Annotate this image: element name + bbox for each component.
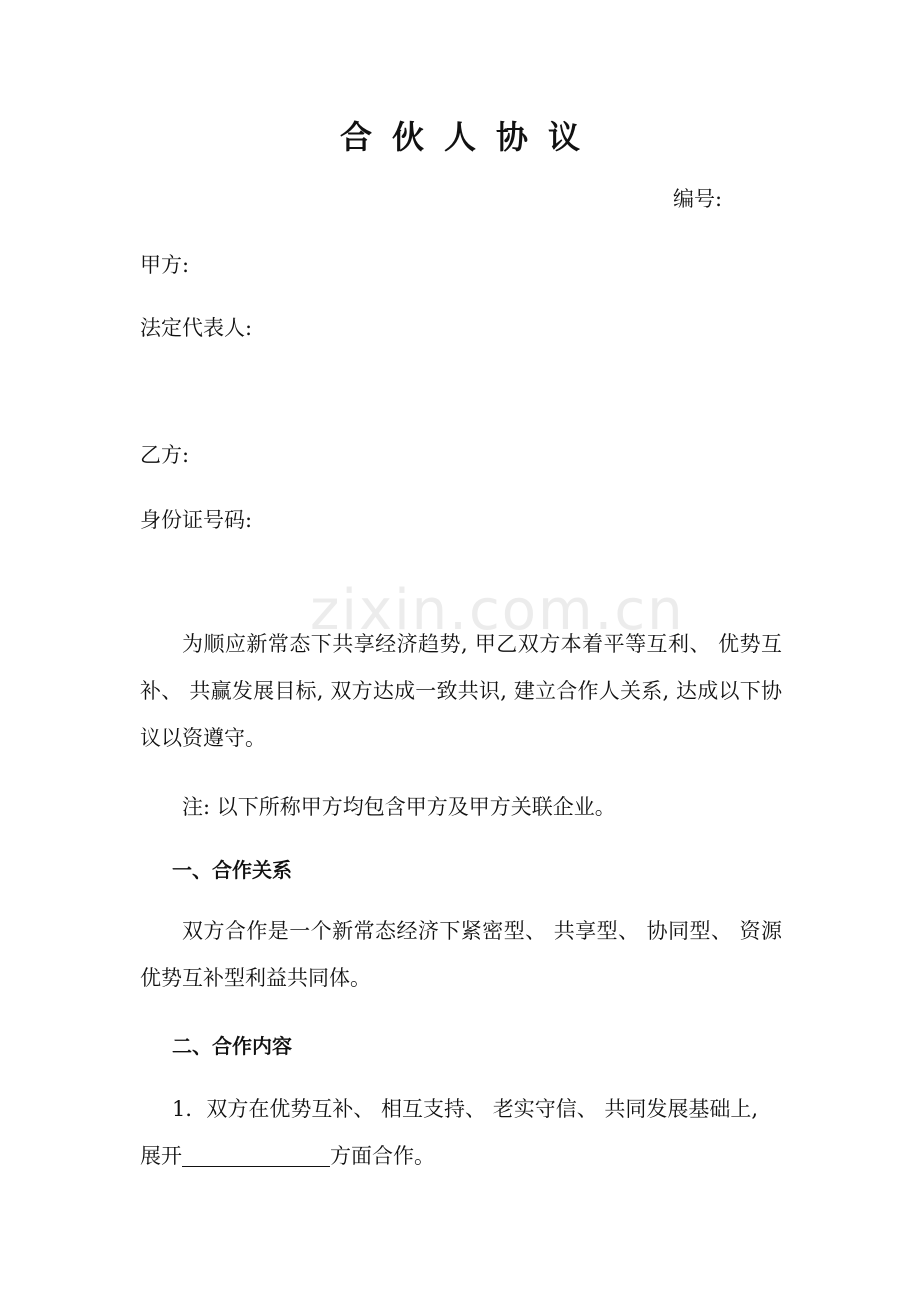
note-paragraph: 注: 以下所称甲方均包含甲方及甲方关联企业。 xyxy=(182,795,616,819)
section-2-item-1-line-1: 1．双方在优势互补、 相互支持、 老实守信、 共同发展基础上, xyxy=(172,1097,759,1121)
party-b-label: 乙方: xyxy=(140,443,190,467)
document-number-label: 编号: xyxy=(673,187,723,211)
watermark: zixin.com.cn xyxy=(310,578,685,643)
legal-representative-label: 法定代表人: xyxy=(140,316,253,340)
section-1-heading: 一、合作关系 xyxy=(172,858,292,882)
item-1-prefix: 展开 xyxy=(140,1144,182,1168)
id-number-label: 身份证号码: xyxy=(140,508,253,532)
preamble-paragraph: 为顺应新常态下共享经济趋势, 甲乙双方本着平等互利、 优势互补、 共赢发展目标, 双方达成一致共识, 建立合作人关系, 达成以下协议以资遵守。 xyxy=(140,632,782,750)
section-2-item-1-line-2 xyxy=(140,1141,435,1171)
fill-in-blank[interactable] xyxy=(182,1144,330,1167)
party-a-label: 甲方: xyxy=(140,253,190,277)
section-1-body: 双方合作是一个新常态经济下紧密型、 共享型、 协同型、 资源优势互补型利益共同体。 xyxy=(140,919,782,990)
item-1-suffix: 方面合作。 xyxy=(330,1144,435,1168)
document-title: 合伙人协议 xyxy=(339,118,600,156)
section-2-heading: 二、合作内容 xyxy=(172,1034,292,1058)
